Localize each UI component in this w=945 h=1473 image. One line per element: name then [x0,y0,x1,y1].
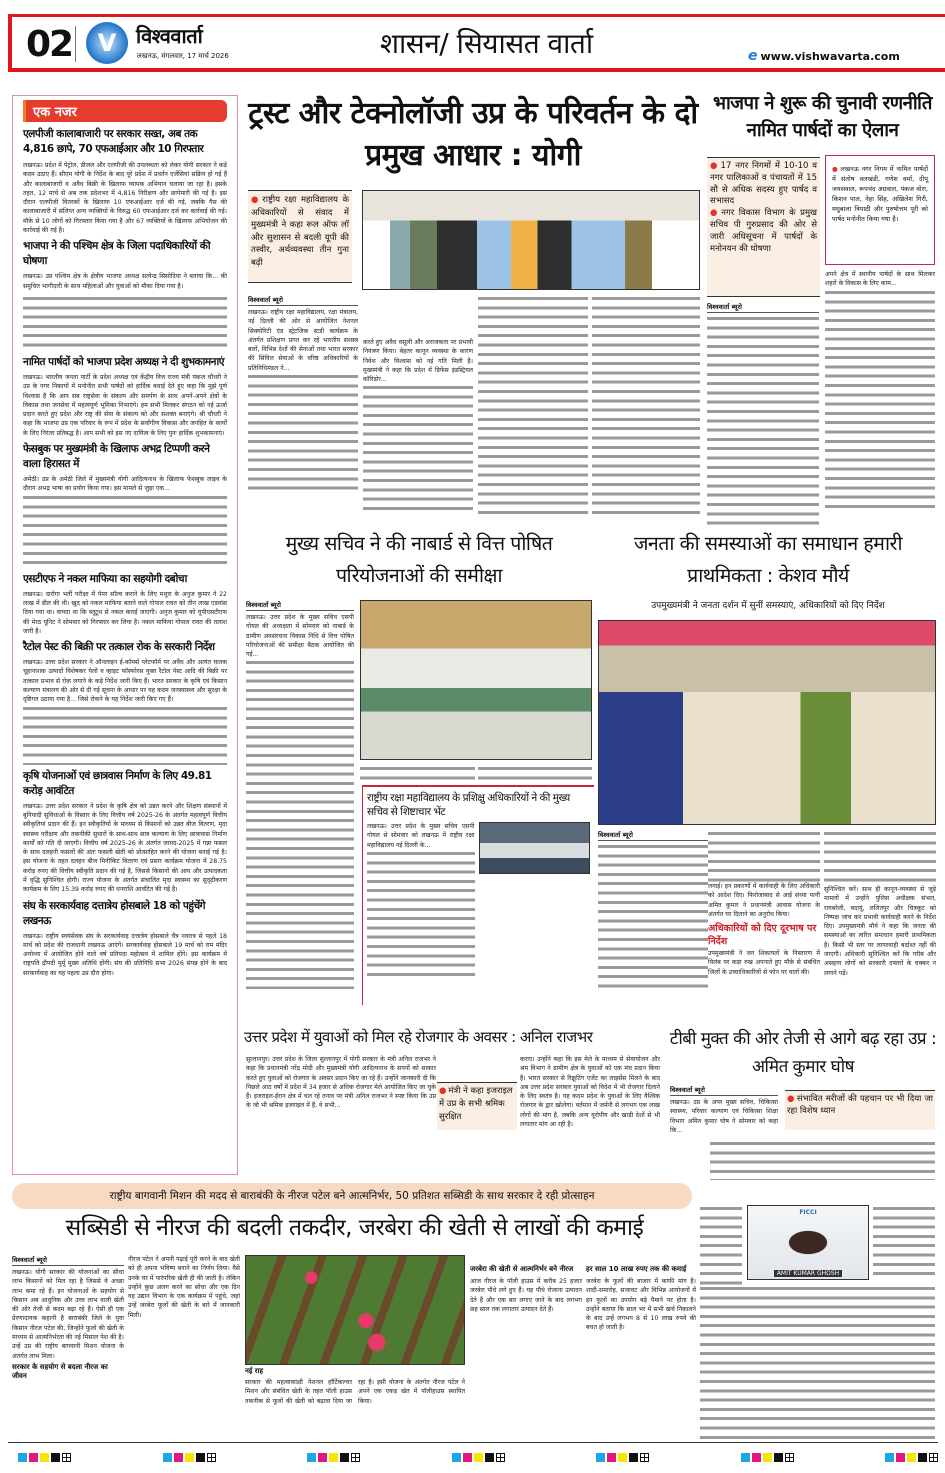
maurya-body-col2: लगाई। इन प्रकरणों में कार्यवाही के लिए अधिकारी को आदेश दिए। फिरोजाबाद से आई संध्या पत्नी अमित कुमार ने प्रधानमंत्री आवास योजना के अंतर्गत घर दिलाने का अनुरोध किया। अधिकारियों को दिए दूरभाष पर निर्देश उपमुख्यमंत्री ने जन शिकायतों के निस्तारण में विलंब पर कड़ा रुख अपनाते हुए मौके से संबंधित जिलों के उच्चाधिकारियों से फोन पर वार्ता की। [708,830,820,977]
color-registration-mark [307,1453,360,1462]
crosshair-icon [929,1453,938,1462]
rajbhar-headline: उत्तर प्रदेश में युवाओं को मिल रहे रोजगार के अवसर : अनिल राजभर [244,1028,593,1046]
bjp-headline: भाजपा ने शुरू की चुनावी रणनीति नामित पार्षदों का ऐलान [713,93,932,141]
crosshair-icon [785,1453,794,1462]
ndc-boxed-story: राष्ट्रीय रक्षा महाविद्यालय के प्रशिक्षु अधिकारियों ने की मुख्य सचिव से शिष्टाचार भेंट लखनऊ। उत्तर प्रदेश के मुख्य सचिव एसपी गोयल से सोमवार को लखनऊ में राष्ट्रीय रक्षा महाविद्यालय नई दिल्ली के... [362,785,594,1005]
photo-caption: नई राह [245,1367,264,1375]
maurya-subhead2: अधिकारियों को दिए दूरभाष पर निर्देश [708,923,817,948]
bjp-highlight-box [707,157,820,297]
news-item: फेसबुक पर मुख्यमंत्री के खिलाफ अभद्र टिप्पणी करने वाला हिरासत में अमेठी। उप्र के अमेठी जिले में मुख्यमंत्री योगी आदित्यनाथ के खिलाफ फेसबुक लाइव के दौरान अभद्र भाषा का प्रयोग किया गया। इस मामले से जुड़ा एक... [23,442,227,568]
bjp-body: विश्ववार्ता ब्यूरो [707,302,819,525]
crosshair-icon [62,1453,71,1462]
section-title: शासन/ सियासत वार्ता [380,27,593,60]
divider [75,26,76,62]
maurya-subhead: उपमुख्यमंत्री ने जनता दर्शन में सुनीं समस्याएं, अधिकारियों को दिए निर्देश [651,601,885,611]
color-swatch [474,1453,483,1462]
browser-e-icon: e [748,48,758,64]
news-item: एलपीजी कालाबाजारी पर सरकार सख्त, अब तक 4,816 छापे, 70 एफआईआर और 10 गिरफ्तार लखनऊ। प्रदेश में पेट्रोल, डीजल और एलपीजी की उपलब्धता को लेकर योगी सरकार ने कड़े कदम उठाए हैं। सीएम योगी के निर्देश के बाद पूरे प्रदेश में प्रवर्तन एजेंसियां सक्रिय हो गई हैं और कालाबाजारी व अवैध बिक्री के खिलाफ व्यापक अभियान चलाया जा रहा है। इसके तहत, 12 मार्च से अब तक प्रदेशभर में 4,816 निरीक्षण और छापेमारी की गई है। इस दौरान एलपीजी वितरकों के खिलाफ 10 एफआईआर दर्ज की गई, जबकि गैस की कालाबाजारी में संलिप्त अन्य व्यक्तियों के विरुद्ध 60 एफआईआर दर्ज कर कार्रवाई की गई। मौके से 10 लोगों को गिरफ्तार किया गया है और 67 व्यक्तियों के खिलाफ अभियोजन की कार्रवाई की गई है। [23,128,227,235]
paper-name: विश्ववार्ता [136,24,203,48]
bjp-boxed-note: ● लखनऊ नगर निगम में नामित पार्षदों में संतोष वलखंडी, गणेश वर्मा, दीपू जयसवाल, रूपचंद अग्रवाल, पंकज वोरा, किशन पाल, नेहा सिंह, अखिलेश गिरी, मधुबाला त्रिपाठी और पुरुषोत्तम पूरी को पार्षद मनोनीत किया गया है। [825,155,935,265]
header-accent [8,14,78,17]
ek-nazar-column [12,95,238,1175]
color-swatch [752,1453,761,1462]
page-number: 02 [26,24,73,65]
neeraj-body-col4: जरबेरा की खेती से आत्मनिर्भर बने नीरज आज नीरज के पॉली हाउस में करीब 25 हजार जरबेरा पौधे लगे हुए हैं। यह पौधे रोजाना उत्पादन देते हैं और एक बार लगाए जाने के बाद लगभग छह साल तक लगातार उत्पादन देते हैं। [470,1265,582,1313]
neeraj-body-col3: सरकार की महत्वाकांक्षी नेशनल हॉर्टिकल्चर मिशन और संबंधित खेती के तहत पॉली हाउस तकनीक से फूलों की खेती को बढ़ावा दिया जा रहा है। इसी योजना के अंतर्गत नीरज पटेल ने अपने एक एकड़ खेत में पॉलीहाउस स्थापित किया। [245,1379,465,1405]
lead-highlight-box: ● राष्ट्रीय रक्षा महाविद्यालय के अधिकारियों से संवाद में मुख्यमंत्री ने कहा रूल ऑफ लॉ और सुशासन से बदली यूपी की तस्वीर, अर्थव्यवस्था तीन गुना बढ़ी [248,190,352,283]
ndc-photo [479,822,591,874]
tb-body: विश्ववार्ता ब्यूरो लखनऊ। उप्र के अपर मुख्य सचिव, चिकित्सा स्वास्थ्य, परिवार कल्याण एवं चिकित्सा शिक्षा विभाग अमित कुमार घोष ने सोमवार को कहा कि... [670,1086,778,1134]
news-item: कृषि योजनाओं एवं छात्रवास निर्माण के लिए 49.81 करोड़ आवंटित लखनऊ। उत्तर प्रदेश सरकार ने प्रदेश के कृषि क्षेत्र को उन्नत करने और शिक्षण संस्थानों में बुनियादी सुविधाओं के विस्तार के लिए वित्तीय वर्ष 2025-26 के अंतर्गत महत्वपूर्ण वित्तीय स्वीकृतियां प्रदान की हैं। इन स्वीकृतियों के माध्यम से किसानों को उन्नत बीज वितरण, मृदा स्वास्थ्य परीक्षण और तकनीकी सुधारों के साथ-साथ छात्र कल्याण के लिए छात्रावास निर्माण कार्यों को गति दी जाएगी। वित्तीय वर्ष 2025-26 के अंतर्गत जायद-2025 में गन्ना फसल के साथ दलहनी फसलों की अंतः फसली खेती को प्रोत्साहित करने की योजना बनाई गई है। इस योजना के तहत दलहन बीज मिनीकिट वितरण एवं प्रसार कार्यक्रम योजना में 28.75 करोड़ रुपए की वित्तीय स्वीकृति प्रदान की गई है, जिससे किसानों की आय और उत्पादकता में वृद्धि सुनिश्चित होगी। राज्य योजना के अंतर्गत संचालित मृदा स्वास्थ्य का सुदृढ़ीकरण कार्यक्रम के लिए 15.39 करोड़ रुपए की धनराशि आवंटित की गई है। [23,769,227,894]
color-registration-mark [741,1453,794,1462]
lead-body: विश्ववार्ता ब्यूरो लखनऊ। राष्ट्रीय रक्षा महाविद्यालय, रक्षा मंत्रालय, नई दिल्ली की ओर से आयोजित नेशनल सिक्योरिटी एंड स्ट्रेटजिक स्टडी कार्यक्रम के अंतर्गत प्रशिक्षण प्राप्त कर रहे भारतीय सशस्त्र बलों, विभिन्न देशों की सेनाओं तथा भारत सरकार की सिविल सेवाओं के वरिष्ठ अधिकारियों के प्रतिनिधिमंडल ने... [248,295,358,493]
color-swatch [18,1453,27,1462]
nabard-headline: मुख्य सचिव ने की नाबार्ड से वित्त पोषित परियोजनाओं की समीक्षा [285,532,553,587]
news-item: भाजपा ने की पश्चिम क्षेत्र के जिला पदाधिकारियों की घोषणा लखनऊ। उप्र पश्चिम क्षेत्र के क्षेत्रीय भाजपा अध्यक्ष सत्येन्द्र सिसोदिया ने बताया कि... की समुचित भागीदारी के साथ महिलाओं और युवाओं को मौका दिया गया है। [23,239,227,351]
color-swatch [618,1453,627,1462]
rajbhar-body-col2: कराए। उन्होंने कहा कि इस मेले के माध्यम से सेवायोजन और श्रम विभाग ने ग्रामीण क्षेत्र के युवाओं को एक मंच प्रदान किया है। भारत सरकार से रिक्रूटिंग एजेंट का लाइसेंस मिलने के बाद अब उत्तर प्रदेश सरकार युवाओं को विदेश में भी रोजगार दिलाने के लिए स्वतंत्र है। यह कदम प्रदेश के युवाओं के लिए वैश्विक रोजगार के द्वार खोलेगा। वर्तमान में जर्मनी से लगभग एक लाख लोगों की मांग है, जबकि अन्य यूरोपीय और खाड़ी देशों से भी लगातार मांग आ रही है। [520,1056,660,1129]
color-registration-mark [163,1453,216,1462]
color-swatch [51,1453,60,1462]
color-swatch [763,1453,772,1462]
dateline: लखनऊ, मंगलवार, 17 मार्च 2026 [137,52,229,60]
news-item: रैटोल पेस्ट की बिक्री पर तत्काल रोक के सरकारी निर्देश लखनऊ। उत्तर प्रदेश सरकार ने ऑनलाइन ई-कॉमर्स प्लेटफॉर्म पर अवैध और अत्यंत घातक चूहानाशक उत्पादों विशेषकर येलो व व्हाइट फॉस्फोरस युक्त रैटोल पेस्ट आदि की बिक्री पर तत्काल प्रभाव से रोक लगाने के कड़े निर्देश जारी किए हैं। भारत सरकार के कृषि एवं किसान कल्याण मंत्रालय की ओर से दी गई सूचना के आधार पर यह कदम जनस्वास्थ्य और सुरक्षा के दृष्टिगत उठाया गया है... जिसे रोकने के यह निर्देश जारी किए गए हैं। [23,640,227,764]
tb-headline: टीबी मुक्त की ओर तेजी से आगे बढ़ रहा उप्र : अमित कुमार घोष [669,1029,937,1077]
nabard-meeting-photo [360,600,592,760]
color-swatch [774,1453,783,1462]
neeraj-headline: सब्सिडी से नीरज की बदली तकदीर, जरबेरा की खेती से लाखों की कमाई [65,1215,644,1241]
rajbhar-body: सुल्तानपुर। उत्तर प्रदेश के जिला सुल्तानपुर में योगी सरकार के मंत्री अनिल राजभर ने कहा कि प्रधानमंत्री नरेंद्र मोदी और मुख्यमंत्री योगी आदित्यनाथ के सपनों को साकार करते हुए युवाओं को रोजगार के अवसर प्रदान किए जा रहे हैं। उन्होंने जानकारी दी कि पिछले आठ वर्षों में प्रदेश में 34 हजार से अधिक रोजगार मेले आयोजित किए जा चुके हैं। इजराइल-ईरान क्षेत्र में चल रहे तनाव पर मंत्री अनिल राजभर ने स्पष्ट किया कि उप्र के जो भी श्रमिक इजराइल में हैं, वे सभी... [246,1056,436,1110]
nabard-body: विश्ववार्ता ब्यूरो लखनऊ। उत्तर प्रदेश के मुख्य सचिव एसपी गोयल की अध्यक्षता में सोमवार को नाबार्ड के ग्रामीण अवसंरचना विकास निधि से वित्त पोषित परियोजनाओं की समीक्षा बैठक आयोजित की गई... [246,600,354,989]
maurya-body-col3: सुनिश्चित करें। साथ ही कानून-व्यवस्था से जुड़े मामलों में उन्होंने पुलिस अधीक्षक संभल, रायबरेली, बदायूं, ललितपुर और चित्रकूट को निष्पक्ष जांच कर प्रभावी कार्यवाही करने के निर्देश दिए। उपमुख्यमंत्री मौर्य ने कहा कि जनता की समस्याओं का त्वरित समाधान हमारी प्राथमिकता है। किसी भी स्तर पर लापरवाही बर्दाश्त नहीं की जाएगी। अधिकारी सुनिश्चित करें कि गरीब और असहाय लोगों को सरकारी दफ्तरों के चक्कर न लगाने पड़ें। [824,830,936,978]
color-swatch [318,1453,327,1462]
color-swatch [163,1453,172,1462]
color-swatch [29,1453,38,1462]
nabard-body-col3 [478,765,592,783]
color-swatch [607,1453,616,1462]
neeraj-body: विश्ववार्ता ब्यूरो लखनऊ। योगी सरकार की योजनाओं का सीधा लाभ किसानों को मिल रहा है जिससे वे अच्छा लाभ कमा रहे हैं। इन योजनाओं के सहयोग से किसान अब आधुनिक और उच्च लाभ वाली खेती की ओर तेजी से कदम बढ़ा रहे हैं। ऐसी ही एक प्रेरणादायक कहानी है बाराबंकी जिले के युवा किसान नीरज पटेल की, जिन्होंने फूलों की खेती के माध्यम से आत्मनिर्भरता की नई मिसाल पेश की है। उन्हें उप्र की राष्ट्रीय बागवानी मिशन योजना के अंतर्गत लाभ मिला। सरकार के सहयोग से बदला नीरज का जीवन [12,1256,124,1380]
lead-photo [362,190,700,290]
neeraj-body-col5: हर साल 10 लाख रुपए तक की कमाई जरबेरा के फूलों की बाजार में काफी मांग है। शादी-समारोह, सजावट और विभिन्न आयोजनों में इन फूलों का उपयोग बड़े पैमाने पर होता है। उन्होंने बताया कि साल भर में सभी खर्च निकालने के बाद उन्हें लगभग 8 से 10 लाख रुपये की बचत हो जाती है। [586,1265,696,1332]
news-item: नामित पार्षदों को भाजपा प्रदेश अध्यक्ष ने दी शुभकामनाएं लखनऊ। भारतीय जनता पार्टी के प्रदेश अध्यक्ष एवं केंद्रीय वित्त राज्य मंत्री पंकज चौधरी ने उप्र के नगर निकायों में मनोनीत सभी पार्षदों को हार्दिक बधाई देते हुए कहा कि मुझे पूर्ण विश्वास है कि आप सब राष्ट्रसेवा के संकल्प और समर्पण के साथ अपने-अपने क्षेत्रों के विकास तथा जनसेवा में महत्वपूर्ण भूमिका निभाएंगे। हम सभी मिलकर संगठन को नई ऊर्जा प्रदान करते हुए प्रदेश और राष्ट्र की सेवा के संकल्प को और सशक्त बनाएंगे। श्री चौधरी ने कहा कि भाजपा उप्र एक परिवार के रूप में प्रदेश के सर्वांगीण विकास और जनहित के कार्यों के लिए निरंतर प्रतिबद्ध है। आप सभी को इस नए दायित्व के लिए पुनः हार्दिक शुभकामनाएं। [23,355,227,437]
news-item: संघ के सरकार्यवाह दत्तात्रेय होसबाले 18 को पहुंचेंगे लखनऊ लखनऊ। राष्ट्रीय स्वयंसेवक संघ के सरकार्यवाह दत्तात्रेय होसबाले चैत्र नवरात्र से पहले 18 मार्च को प्रदेश की राजधानी लखनऊ आएंगे। सरकार्यवाह होसबाले 19 मार्च को राम मंदिर अयोध्या में आयोजित होने वाले वर्ष प्रतिपदा महोत्सव में शामिल होंगे। इस कार्यक्रम में राष्ट्रपति द्रौपदी मुर्मू मुख्य अतिथि होंगी। संघ की प्रतिनिधि सभा 2026 संपन्न होने के बाद सरकार्यवाह का यह पहला उप्र दौरा होगा। [23,899,227,977]
nabard-body-col2 [360,765,475,783]
lead-body-col2: करते हुए अवैध वसूली और अराजकता पर प्रभावी नियंत्रण किया। बेहतर कानून व्यवस्था के कारण निवेश और विश्वास को नई गति मिली है। मुख्यमंत्री ने कहा कि प्रदेश में डिफेंस इंडस्ट्रियल कॉरिडोर... [363,338,473,514]
registration-marks [18,1453,938,1462]
color-swatch [463,1453,472,1462]
crosshair-icon [496,1453,505,1462]
news-item: एसटीएफ ने नकल माफिया का सहयोगी दबोचा लखनऊ। दारोगा भर्ती परीक्षा में पेपर सॉल्व कराने के लिए मथुरा के अनुज कुमार ने 22 लाख में डील की थी। खुद को नकल माफिया बताने वाले गोपाल रावत को तीन लाख एडवांस दिया गया था। वायदा था कि ब्लूटूथ से नकल कराई जाएगी। अनुज कुमार को यूपीएसटीएफ की मेरठ यूनिट ने सोमवार को गिरफ्तार कर लिया है। नकल माफिया गोपाल रावत की तलाश जारी है। [23,572,227,635]
color-swatch [885,1453,894,1462]
website-link[interactable]: e www.vishwavarta.com [748,48,900,64]
amit-kumar-ghosh-photo: FICCI AMIT KUMAR GHOSH [747,1205,869,1280]
highlight-item: ● 17 नगर निगमों में 10-10 व नगर पालिकाओं व पंचायतों में 15 सौ से अधिक सदस्य हुए पार्षद व सभासद [710,161,817,208]
color-swatch [896,1453,905,1462]
color-swatch [196,1453,205,1462]
bjp-body-col2: अपने क्षेत्र में स्थानीय पार्षदों के साथ मिलकर शहरों के विकास के लिए काम... [825,270,935,514]
gerbera-field-photo [245,1255,465,1365]
ek-nazar-banner: एक नजर [23,100,227,122]
tb-body-col5 [700,1285,935,1440]
maurya-body: विश्ववार्ता ब्यूरो [598,830,708,993]
color-registration-mark [452,1453,505,1462]
color-swatch [174,1453,183,1462]
color-swatch [340,1453,349,1462]
crosshair-icon [351,1453,360,1462]
color-registration-mark [18,1453,71,1462]
color-swatch [185,1453,194,1462]
color-swatch [907,1453,916,1462]
maurya-headline: जनता की समस्याओं का समाधान हमारी प्राथमिकता : केशव मौर्य [633,532,903,587]
color-swatch [307,1453,316,1462]
neeraj-subhead3: हर साल 10 लाख रुपए तक की कमाई [586,1265,687,1273]
color-swatch [741,1453,750,1462]
crosshair-icon [640,1453,649,1462]
neeraj-kicker-banner: राष्ट्रीय बागवानी मिशन की मदद से बाराबंकी के नीरज पटेल बने आत्मनिर्भर, 50 प्रतिशत सब्सिडी के साथ सरकार दे रही प्रोत्साहन [12,1183,692,1209]
rajbhar-highlight: ● मंत्री ने कहा इजराइल में उप्र के सभी श्रमिक सुरक्षित [437,1082,517,1130]
color-swatch [40,1453,49,1462]
color-registration-mark [885,1453,938,1462]
tb-body-col4 [873,1205,935,1280]
neeraj-subhead2: जरबेरा की खेती से आत्मनिर्भर बने नीरज [470,1265,574,1273]
crosshair-icon [207,1453,216,1462]
color-swatch [918,1453,927,1462]
neeraj-subhead1: सरकार के सहयोग से बदला नीरज का जीवन [12,1362,108,1380]
neeraj-body-col2: नीरज पटेल ने अपनी पढ़ाई पूरी करने के बाद खेती को ही अपना भविष्य बनाने का निर्णय लिया। वैसे उनके घर में पारंपरिक खेती ही की जाती है। लेकिन उन्होंने कुछ अलग करने का सोचा और एक दिन वह उद्यान विभाग के एक कार्यक्रम में पहुंचे, जहां उन्हें जरबेरा फूलों की खेती के बारे में जानकारी मिली। [128,1256,240,1319]
color-swatch [485,1453,494,1462]
maurya-janta-darshan-photo [598,620,936,825]
highlight-item: ● नगर विकास विभाग के प्रमुख सचिव पी गुरुप्रसाद की ओर से जारी अधिसूचना में पार्षदों के मनोनयन की घोषणा [710,208,817,255]
color-swatch [329,1453,338,1462]
lead-body-col4 [592,295,700,520]
tb-body-col2 [710,1140,935,1180]
color-registration-mark [596,1453,649,1462]
color-swatch [629,1453,638,1462]
tb-highlight: ● संभावित मरीजों की पहचान पर भी दिया जा रहा विशेष ध्यान [785,1090,935,1130]
paper-logo-icon: V [86,22,128,64]
lead-headline: ट्रस्ट और टेक्नोलॉजी उप्र के परिवर्तन के दो प्रमुख आधार : योगी [248,96,698,173]
lead-body-col3 [478,295,588,520]
color-swatch [596,1453,605,1462]
color-swatch [452,1453,461,1462]
footer-rule [8,1442,938,1443]
